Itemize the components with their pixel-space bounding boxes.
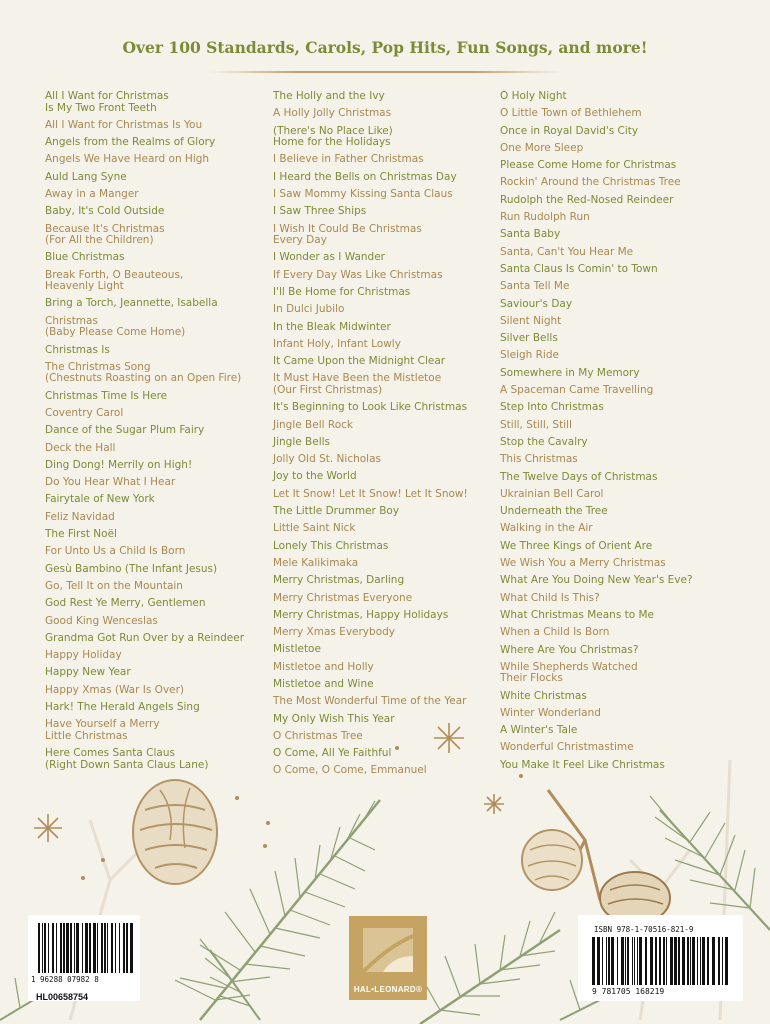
song-title: Jingle Bells [273,435,331,448]
song-title: It Came Upon the Midnight Clear [273,355,446,368]
song-title: What Christmas Means to Me [500,608,655,621]
song-title: What Are You Doing New Year's Eve? [500,574,693,587]
song-title: What Child Is This? [500,591,600,604]
song-title: Angels from the Realms of Glory [45,136,216,149]
song-title: Blue Christmas [45,251,125,264]
song-title: Jolly Old St. Nicholas [273,453,381,466]
song-title: Grandma Got Run Over by a Reindeer [45,631,245,644]
song-title: Dance of the Sugar Plum Fairy [45,424,205,437]
title-divider [210,71,560,73]
song-title: Please Come Home for Christmas [500,159,677,172]
song-title: When a Child Is Born [500,626,610,639]
song-title: Merry Christmas, Happy Holidays [273,608,449,621]
song-title: Away in a Manger [45,187,139,200]
upc-barcode [28,915,140,1001]
song-title: I Saw Mommy Kissing Santa Claus [273,187,453,200]
song-title: Christmas Is [45,343,110,356]
song-title: Do You Hear What I Hear [45,476,176,489]
isbn-digits: 9 781705 168219 [592,987,665,996]
song-title: A Winter's Tale [500,724,578,737]
song-title: Break Forth, O Beauteous, Heavenly Light [45,268,184,293]
song-list-column-1 [45,91,260,777]
song-title: The Little Drummer Boy [273,505,400,518]
song-title: Fairytale of New York [45,493,155,506]
song-title: My Only Wish This Year [273,712,395,725]
song-title: This Christmas [500,453,578,466]
song-title: Silent Night [500,314,562,327]
song-title: Merry Xmas Everybody [273,626,395,639]
song-title: Mistletoe and Holly [273,660,374,673]
song-title: (There's No Place Like) Home for the Holidays [273,124,393,149]
song-title: One More Sleep [500,141,584,154]
song-title: Walking in the Air [500,522,593,535]
pinecone-icon [133,780,217,884]
song-title: The Christmas Song (Chestnuts Roasting on an Open Fire) [45,360,242,385]
song-title: We Three Kings of Orient Are [500,539,653,552]
song-title: Mistletoe [273,643,321,656]
song-title: Good King Wenceslas [45,614,158,627]
song-title: Wonderful Christmastime [500,741,634,754]
song-title: In the Bleak Midwinter [273,320,391,333]
song-title: Christmas Time Is Here [45,389,168,402]
song-title: Feliz Navidad [45,510,115,523]
song-title: It Must Have Been the Mistletoe (Our First Christmas) [273,372,442,396]
song-title: The First Noël [45,528,117,541]
song-title: A Holly Jolly Christmas [273,107,392,120]
song-title: Santa Tell Me [500,280,570,293]
song-title: Where Are You Christmas? [500,643,639,656]
song-title: Silver Bells [500,332,558,345]
song-title: O Holy Night [500,90,567,102]
song-title: Have Yourself a Merry Little Christmas [45,718,160,742]
page-title: Over 100 Standards, Carols, Pop Hits, Fun Songs, and more! [122,38,648,57]
song-title: Santa Claus Is Comin' to Town [500,262,658,275]
song-title: The Most Wonderful Time of the Year [273,695,467,708]
song-title: Santa Baby [500,228,561,241]
song-title: Let It Snow! Let It Snow! Let It Snow! [273,487,468,500]
song-title: Rudolph the Red-Nosed Reindeer [500,193,674,206]
song-title: We Wish You a Merry Christmas [500,557,666,570]
song-title: It's Beginning to Look Like Christmas [273,401,468,414]
song-title: Ding Dong! Merrily on High! [45,458,193,471]
song-title: All I Want for Christmas Is You [45,118,203,131]
song-title: I Heard the Bells on Christmas Day [273,170,457,183]
song-title: I'll Be Home for Christmas [273,285,411,298]
song-title: While Shepherds Watched Their Flocks [500,660,638,685]
song-title: O Little Town of Bethlehem [500,107,642,120]
song-title: Saviour's Day [500,297,573,310]
song-title: A Spaceman Came Travelling [500,384,654,397]
song-title: Winter Wonderland [500,706,601,719]
song-title: Run Rudolph Run [500,211,590,224]
song-list-column-2 [273,91,493,783]
song-title: Happy Holiday [45,649,122,662]
song-title: Deck the Hall [45,441,116,454]
song-title: Angels We Have Heard on High [45,153,210,166]
song-title: Mistletoe and Wine [273,678,374,690]
song-title: Joy to the World [273,470,357,483]
song-title: Baby, It's Cold Outside [45,205,165,218]
upc-digits: 1 96288 07982 8 [31,975,99,984]
song-title: Happy New Year [45,666,131,679]
song-list-column-3 [500,91,730,777]
song-title: Santa, Can't You Hear Me [500,245,634,258]
song-title: Go, Tell It on the Mountain [45,579,183,592]
song-title: You Make It Feel Like Christmas [500,758,665,771]
song-title: In Dulci Jubilo [273,303,345,316]
publisher-name: HAL•LEONARD® [353,985,423,994]
song-title: Jingle Bell Rock [273,418,353,431]
song-title: Auld Lang Syne [45,170,127,183]
song-title: Still, Still, Still [500,418,572,431]
song-title: Sleigh Ride [500,349,559,362]
song-title: O Christmas Tree [273,729,363,742]
song-title: Bring a Torch, Jeannette, Isabella [45,297,218,310]
isbn-text: ISBN 978-1-70516-821-9 [594,925,694,934]
pinecone-icon [522,830,582,890]
song-title: If Every Day Was Like Christmas [273,268,443,281]
song-title: O Come, O Come, Emmanuel [273,764,427,777]
song-title: I Wonder as I Wander [273,251,385,264]
song-title: Here Comes Santa Claus (Right Down Santa Claus Lane) [45,747,209,771]
song-title: O Come, All Ye Faithful [273,747,392,760]
song-title: Ukrainian Bell Carol [500,487,604,500]
song-title: Infant Holy, Infant Lowly [273,337,401,350]
song-title: Once in Royal David's City [500,124,639,137]
song-title: Coventry Carol [45,406,124,419]
song-title: The Holly and the Ivy [273,90,385,102]
song-title: Somewhere in My Memory [500,366,640,379]
song-title: Merry Christmas, Darling [273,574,405,587]
song-title: I Saw Three Ships [273,205,367,218]
song-title: For Unto Us a Child Is Born [45,545,186,558]
song-title: All I Want for Christmas Is My Two Front Teeth [45,90,169,114]
song-title: The Twelve Days of Christmas [500,470,658,483]
isbn-barcode [578,915,743,1001]
song-title: Mele Kalikimaka [273,556,359,569]
song-title: Stop the Cavalry [500,435,588,448]
song-title: God Rest Ye Merry, Gentlemen [45,597,206,610]
song-title: Step Into Christmas [500,401,604,414]
song-title: Because It's Christmas (For All the Children) [45,222,165,247]
song-title: Hark! The Herald Angels Sing [45,701,200,713]
song-title: Christmas (Baby Please Come Home) [45,314,186,339]
product-code: HL00658754 [36,992,89,1002]
song-title: Little Saint Nick [273,522,356,535]
song-title: Happy Xmas (War Is Over) [45,683,185,696]
song-title: White Christmas [500,689,587,702]
song-title: Gesù Bambino (The Infant Jesus) [45,562,218,575]
song-title: Lonely This Christmas [273,539,389,552]
song-title: Merry Christmas Everyone [273,591,413,604]
song-title: I Wish It Could Be Christmas Every Day [273,222,422,247]
song-title: Rockin' Around the Christmas Tree [500,176,681,189]
song-title: I Believe in Father Christmas [273,153,424,166]
song-title: Underneath the Tree [500,505,608,518]
